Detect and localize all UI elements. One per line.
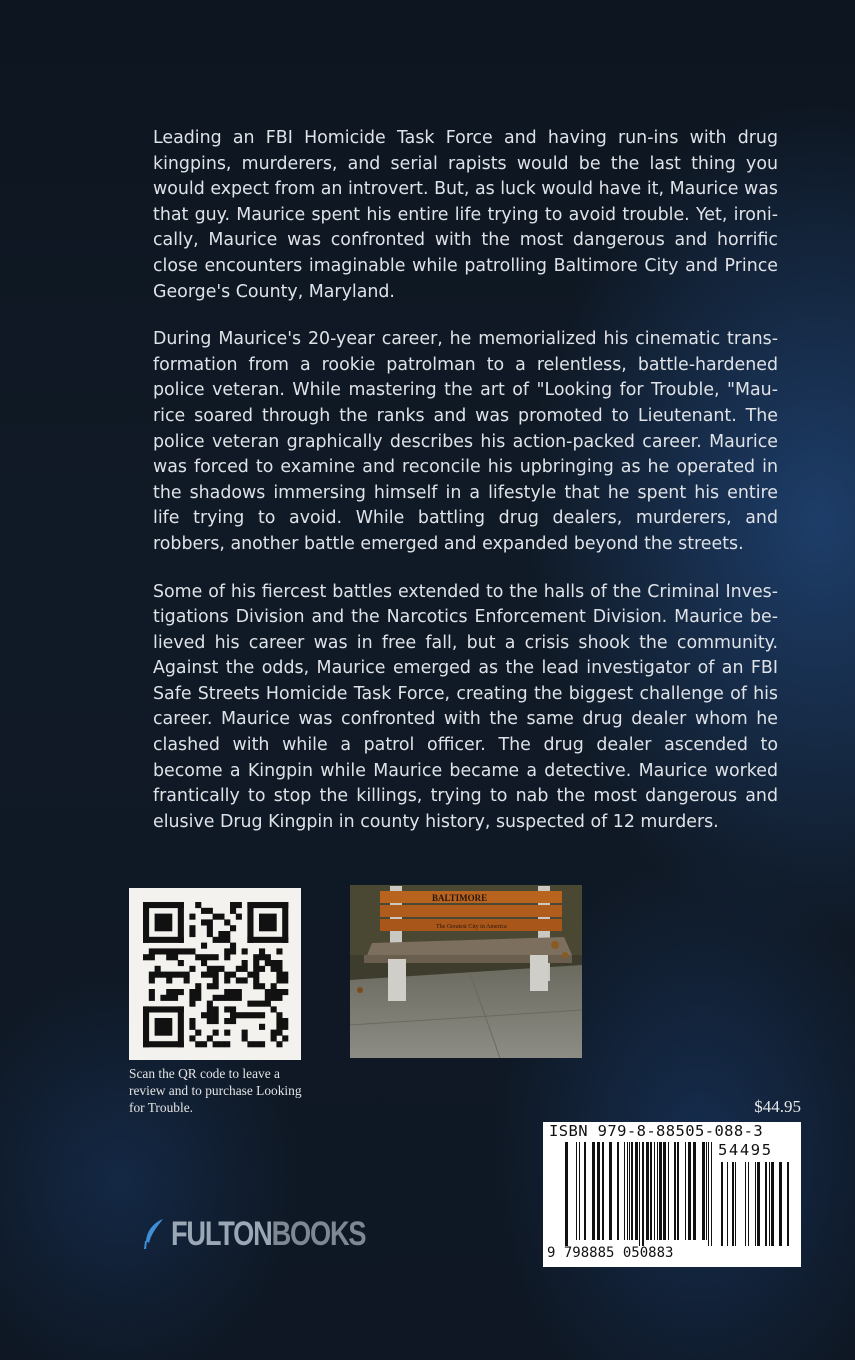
bench-slogan: The Greatest City in America [436, 924, 507, 930]
qr-code-graphic [129, 888, 301, 1060]
qr-caption: Scan the QR code to leave a review and to purchase Looking for Trouble. [129, 1066, 302, 1115]
publisher-logo [143, 1214, 414, 1254]
qr-code[interactable] [129, 888, 301, 1060]
publisher-name-part2: BOOKS [271, 1214, 366, 1253]
blurb-paragraph-3: Some of his fiercest battles extended to the halls of the Criminal Inves-tigations Division and the Narcotics Enforcement Division. Maurice be-lieved his career was in free fall, but a crisis shook the community. Against the odds, Maurice emerged as the lead investigator of an FBI Safe Streets Homicide Task Force, creating the biggest challenge of his career. Maurice was confronted with the same drug dealer whom he clashed with while a patrol officer. The drug dealer ascended to become a Kingpin while Maurice became a detective. Maurice worked frantically to stop the killings, trying to nab the most dangerous and elusive Drug Kingpin in county history, suspected of 12 murders. [153, 581, 778, 832]
price: $44.95 [754, 1097, 801, 1116]
back-cover-blurb [153, 126, 778, 857]
publisher-name-part1: FULTON [171, 1214, 272, 1253]
isbn-text: ISBN 979-8-88505-088-3 [549, 1122, 764, 1140]
blurb-paragraph-2: During Maurice's 20-year career, he memorialized his cinematic trans-formation from a rookie patrolman to a relentless, battle-hardened police veteran. While mastering the art of "Looking for Trouble, "Mau-rice soared through the ranks and was promoted to Lieutenant. The police veteran graphically describes his action-packed career. Maurice was forced to examine and reconcile his upbringing as he operated in the shadows immersing himself in a lifestyle that he spent his entire life trying to avoid. While battling drug dealers, murderers, and robbers, another battle emerged and expanded beyond the streets. [153, 329, 778, 554]
ean-digits: 9 798885 050883 [547, 1245, 674, 1261]
bench-photo [350, 885, 582, 1058]
bench-word: BALTIMORE [432, 893, 488, 903]
isbn-barcode [543, 1122, 801, 1267]
barcode-addon-text: 54495 [718, 1141, 773, 1159]
feather-icon [143, 1217, 167, 1251]
blurb-paragraph-1: Leading an FBI Homicide Task Force and having run-ins with drug kingpins, murderers, and serial rapists would be the last thing you would expect from an introvert. But, as luck would have it, Maurice was that guy. Maurice spent his entire life trying to avoid trouble. Yet, ironi-cally, Maurice was confronted with the most dangerous and horrific close encounters imaginable while patrolling Baltimore City and Prince George's County, Maryland. [153, 128, 778, 302]
